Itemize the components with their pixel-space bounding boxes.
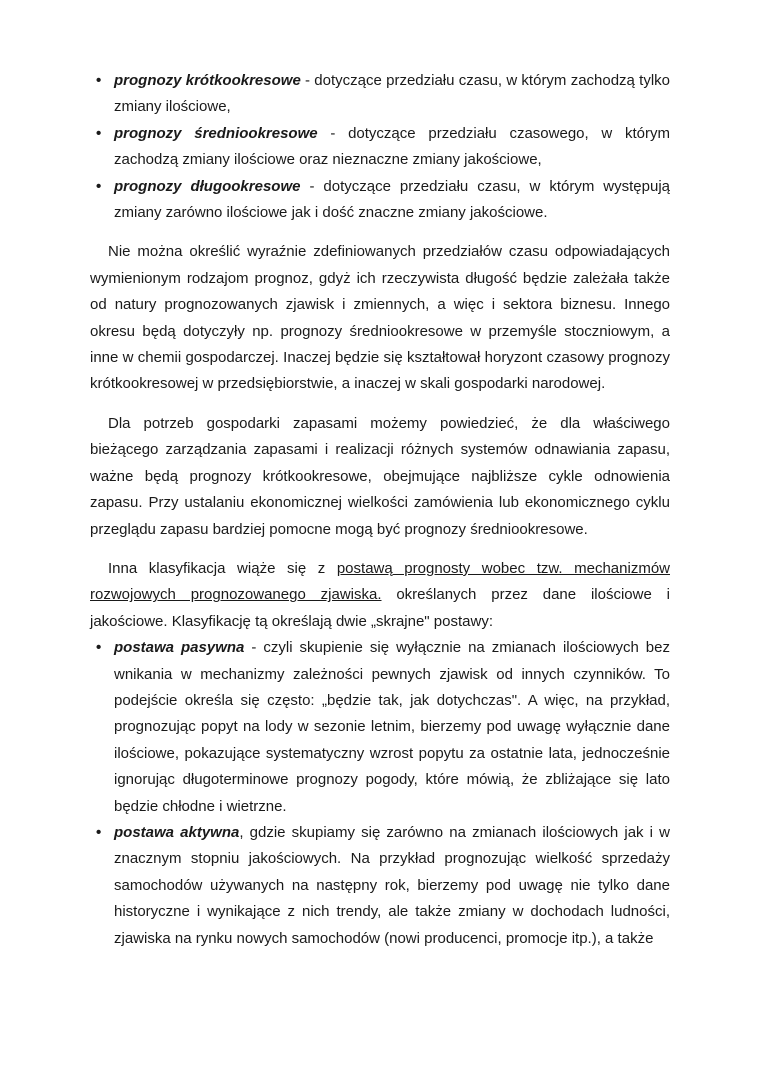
list-item: [90, 820, 670, 952]
list-item-term: prognozy krótkookresowe: [114, 72, 301, 89]
list-item-term: postawa pasywna: [114, 639, 245, 657]
list-item: [90, 174, 670, 227]
attitude-list: [90, 635, 670, 952]
bullet-marker: •: [96, 72, 102, 89]
list-item: [90, 635, 670, 820]
list-item-text: - dotyczące przedziału czasu, w którym zachodzą tylko zmiany ilościowe,: [114, 72, 671, 116]
bullet-marker: •: [96, 124, 102, 142]
list-item-text: - dotyczące przedziału czasowego, w którym zachodzą zmiany ilościowe oraz nieznaczne zmiany jakościowe,: [114, 124, 670, 169]
list-item-term: prognozy długookresowe: [114, 177, 301, 195]
list-item: [90, 121, 670, 174]
paragraph: [90, 556, 670, 635]
bullet-marker: •: [96, 177, 102, 195]
list-item-term: prognozy średniookresowe: [114, 124, 318, 142]
paragraph-text: określanych przez dane ilościowe i jakościowe. Klasyfikację tą określają dwie „skrajne" postawy:: [90, 586, 670, 630]
paragraph: Nie można określić wyraźnie zdefiniowanych przedziałów czasu odpowiadających wymienionym rodzajom prognoz, gdyż ich rzeczywista długość będzie zależała także od natury prognozowanych zjawisk i zmiennych, a więc i sektora biznesu. Innego okresu będą dotyczyły np. prognozy średniookresowe w przemyśle stoczniowym, a inne w chemii gospodarczej. Inaczej będzie się kształtował horyzont czasowy prognozy krótkookresowej w przedsiębiorstwie, a inaczej w skali gospodarki narodowej.: [90, 243, 670, 393]
bullet-marker: •: [96, 823, 102, 841]
forecast-horizon-list: [90, 68, 670, 226]
list-item-term: postawa aktywna: [114, 823, 240, 841]
underlined-phrase: postawą prognosty wobec tzw. mechanizmów rozwojowych prognozowanego zjawiska.: [90, 559, 670, 604]
paragraph: Dla potrzeb gospodarki zapasami możemy powiedzieć, że dla właściwego bieżącego zarządzania zapasami i realizacji różnych systemów odnawiania zapasu, ważne będą prognozy krótkookresowe, obejmujące najbliższe cykle odnowienia zapasu. Przy ustalaniu ekonomicznej wielkości zamówienia lub ekonomicznego cyklu przeglądu zapasu bardziej pomocne mogą być prognozy średniookresowe.: [90, 414, 670, 538]
list-item-text: - czyli skupienie się wyłącznie na zmianach ilościowych bez wnikania w mechanizmy zależności pewnych zjawisk od innych czynników. To podejście określa się często: „będzie tak, jak dotychczas". A więc, na przykład, prognozując popyt na lody w sezonie letnim, bierzemy pod uwagę wyłącznie dane ilościowe, pokazujące systematyczny wzrost popytu za ostatnie lata, jednocześnie ignorując długoterminowe prognozy pogody, które mówią, że zbliżające się lato będzie chłodne i wietrzne.: [114, 639, 670, 815]
bullet-marker: •: [96, 639, 102, 657]
list-item: [90, 68, 670, 121]
list-item-text: - dotyczące przedziału czasu, w którym występują zmiany zarówno ilościowe jak i dość znaczne zmiany jakościowe.: [114, 177, 670, 222]
paragraph-text: Inna klasyfikacja wiąże się z: [108, 559, 337, 577]
list-item-text: , gdzie skupiamy się zarówno na zmianach ilościowych jak i w znacznym stopniu jakościowych. Na przykład prognozując wielkość sprzedaży samochodów używanych na następny rok, bierzemy pod uwagę nie tylko dane historyczne i wynikające z nich trendy, ale także zmiany w dochodach ludności, zjawiska na rynku nowych samochodów (nowi producenci, promocje itp.), a także: [114, 823, 670, 947]
document-body: [90, 68, 670, 952]
